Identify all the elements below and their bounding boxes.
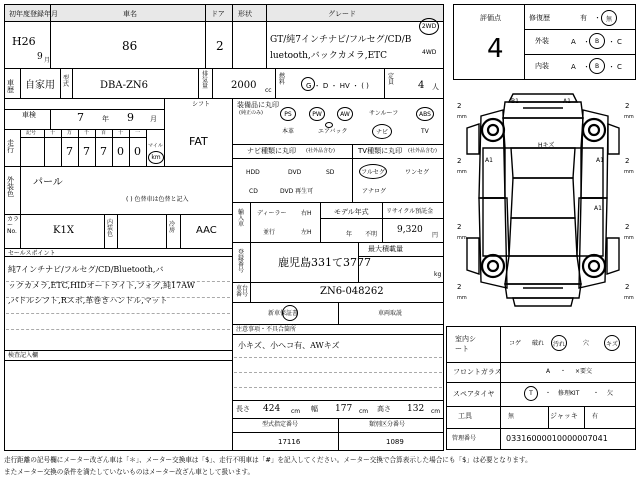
exterior-grade-sep: ・ bbox=[608, 38, 615, 46]
fuel-options: G ・ D ・ HV ・ ( ) bbox=[306, 82, 369, 90]
equip-navi-circle bbox=[372, 124, 392, 139]
spare-sep: ・ bbox=[593, 390, 600, 397]
exterior-grade-b: B bbox=[594, 37, 600, 45]
warranty-doc: 新車保証書 bbox=[268, 310, 299, 317]
notes-label: 注意事項・不具合箇所 bbox=[236, 326, 297, 333]
grade-line1: GT/純7インチナビ/フルセグ/CD/B bbox=[270, 35, 412, 45]
shift-label: シフト bbox=[192, 101, 211, 108]
navi-type-sub: (社外品含む) bbox=[306, 148, 335, 154]
category-number-label: 類別区分番号 bbox=[369, 421, 406, 428]
interior-grade-a: A bbox=[571, 63, 576, 71]
damage-mark: B1 bbox=[511, 98, 519, 105]
seat-scratch-circle bbox=[604, 335, 620, 351]
import-label: 輸入車 bbox=[238, 209, 245, 228]
sales-point-label: セールスポイント bbox=[8, 250, 56, 257]
seat-hole: 穴 bbox=[583, 340, 590, 347]
max-load-kg: kg bbox=[434, 271, 442, 278]
first-reg-value: H26 bbox=[12, 35, 36, 48]
side-mm: mm bbox=[457, 295, 467, 301]
side-mm: mm bbox=[457, 114, 467, 120]
inspector-notes-label: 検査記入欄 bbox=[8, 352, 39, 359]
width-label: 幅 bbox=[311, 405, 318, 413]
damage-mark: A1 bbox=[563, 98, 571, 105]
category-number-value: 1089 bbox=[386, 438, 404, 446]
equip-navi: ナビ bbox=[375, 129, 388, 136]
drive-2wd-circle bbox=[419, 18, 439, 35]
mileage-unit-km: km bbox=[151, 154, 161, 161]
damage-mark: A1 bbox=[594, 205, 602, 212]
repair-no: 無 bbox=[605, 15, 612, 23]
displacement-label: 排気量 bbox=[202, 71, 209, 90]
chassis-value: ZN6-048262 bbox=[320, 286, 384, 297]
score-value: 4 bbox=[487, 34, 504, 64]
sales-point-line: ,パドルシフト,Rスポ,革巻きハンドル,マット bbox=[8, 296, 168, 305]
equip-tv: TV bbox=[421, 128, 429, 135]
type-designation-value: 17116 bbox=[278, 438, 301, 446]
recycle-value: 9,320 bbox=[397, 225, 423, 235]
import-parallel: 並行 bbox=[263, 229, 276, 236]
side-number: 2 bbox=[457, 283, 462, 291]
digit-header-1: 一 bbox=[135, 130, 141, 136]
mileage-label: 走行 bbox=[7, 139, 14, 154]
footer-line2: またメーター交換の条件を満たしていないものはメーター改ざん車として扱います。 bbox=[4, 468, 255, 476]
first-reg-month-suffix: 月 bbox=[44, 57, 51, 64]
exterior-color-note: ( ) 色替車は色替と記入 bbox=[126, 196, 189, 203]
spare-missing: 欠 bbox=[607, 390, 614, 397]
mileage-digit: 0 bbox=[134, 145, 141, 158]
recycle-label: リサイクル預託金 bbox=[386, 208, 434, 215]
car-name-value: 86 bbox=[122, 39, 138, 53]
score-label: 評価点 bbox=[480, 14, 501, 22]
equip-sunroof: サンルーフ bbox=[369, 110, 399, 117]
equip-airbag-mark bbox=[325, 122, 333, 128]
exterior-color-label: 外装色 bbox=[7, 176, 14, 198]
first-reg-label: 初年度登録年月 bbox=[9, 10, 58, 18]
shift-value: FAT bbox=[189, 135, 208, 148]
side-number: 2 bbox=[625, 283, 630, 291]
height-cm: cm bbox=[431, 408, 441, 415]
drive-2wd: 2WD bbox=[421, 23, 437, 30]
spare-sep: ・ bbox=[545, 390, 552, 397]
sales-point-line: ックカメラ,ETC,HIDオートライト,フォグ,純17AW bbox=[8, 281, 195, 290]
body-type-label: 形状 bbox=[238, 10, 252, 18]
model-year-unit: 年 bbox=[346, 231, 353, 238]
equipment-sub: (純正のみ) bbox=[239, 110, 263, 116]
tools-value: 無 bbox=[508, 413, 515, 420]
interior-grade-b: B bbox=[594, 62, 600, 70]
cc-unit: cc bbox=[265, 87, 272, 94]
inspection-label: 車検 bbox=[22, 111, 36, 119]
repair-yes: 有 bbox=[580, 14, 587, 22]
seat-stain-circle bbox=[551, 335, 567, 351]
inspection-month-unit: 月 bbox=[150, 115, 157, 123]
seat-burn: コゲ bbox=[509, 340, 522, 347]
exterior-grade-a: A bbox=[571, 38, 576, 46]
fuel-g-circle bbox=[301, 77, 315, 91]
equip-pw-circle bbox=[309, 107, 325, 121]
grade-label: グレード bbox=[328, 10, 356, 18]
digit-header-10k: 万 bbox=[67, 130, 73, 136]
side-number: 2 bbox=[625, 102, 630, 110]
capacity-value: 4 bbox=[418, 80, 425, 91]
model-value: DBA-ZN6 bbox=[100, 80, 149, 91]
doors-label: ドア bbox=[211, 10, 225, 18]
spare-t-circle bbox=[524, 386, 538, 401]
tv-analog: アナログ bbox=[362, 188, 387, 195]
registration-label: 登録番号 bbox=[238, 249, 245, 274]
exterior-grade-b-circle bbox=[589, 33, 605, 49]
tv-fullseg-circle bbox=[359, 164, 387, 179]
side-mm: mm bbox=[457, 235, 467, 241]
car-diagram-outline bbox=[453, 88, 636, 320]
tv-type-label: TV種類に丸印 bbox=[358, 147, 403, 155]
ac-label: 冷房 bbox=[169, 221, 176, 234]
digit-header-100: 百 bbox=[101, 130, 107, 136]
navi-sd: SD bbox=[326, 169, 335, 176]
type-designation-label: 型式指定番号 bbox=[262, 421, 299, 428]
side-number: 2 bbox=[625, 157, 630, 165]
windshield-sep: ・ bbox=[560, 368, 567, 375]
notes-value: 小キズ、小ヘコ有、AWキズ bbox=[238, 341, 340, 350]
height-value: 132 bbox=[407, 404, 425, 414]
damage-mark: A1 bbox=[485, 157, 493, 164]
mileage-digit: 0 bbox=[117, 145, 124, 158]
equipment-label: 装備品に丸印 bbox=[237, 101, 279, 109]
side-mm: mm bbox=[624, 114, 634, 120]
color-no-value: K1X bbox=[53, 225, 74, 236]
category-label: 車歴 bbox=[7, 79, 14, 94]
inspection-month: 9 bbox=[127, 111, 134, 124]
seat-scratch: キズ bbox=[606, 340, 618, 348]
side-mm: mm bbox=[624, 235, 634, 241]
warranty-doc-circle bbox=[282, 305, 298, 321]
car-diagram bbox=[453, 88, 636, 320]
interior-grade-c: C bbox=[617, 63, 622, 71]
max-load-label: 最大積載量 bbox=[368, 245, 403, 253]
windshield-label: フロントガラス bbox=[453, 368, 502, 376]
drive-4wd: 4WD bbox=[422, 49, 437, 56]
navi-hdd: HDD bbox=[246, 169, 260, 176]
repair-no-circle bbox=[601, 10, 617, 26]
interior-seat-label: 室内シート bbox=[455, 335, 476, 353]
management-label: 管理番号 bbox=[452, 435, 477, 442]
repair-label: 修復歴 bbox=[529, 14, 550, 22]
import-left: 左H bbox=[301, 229, 312, 236]
length-value: 424 bbox=[263, 404, 281, 414]
equip-ps-circle bbox=[280, 107, 296, 121]
damage-mark: Hキズ bbox=[538, 142, 555, 149]
side-number: 2 bbox=[625, 223, 630, 231]
ac-value: AAC bbox=[196, 225, 217, 236]
color-no-label: カラーNo. bbox=[7, 216, 20, 235]
model-year-label: モデル年式 bbox=[334, 208, 369, 216]
exterior-color-value: パール bbox=[33, 177, 63, 188]
interior-grade-sep: ・ bbox=[583, 63, 590, 71]
sales-point-line: 純7インチナビ/フルセグ/CD/Bluetooth,バ bbox=[8, 265, 164, 274]
exterior-grade-label: 外装 bbox=[535, 37, 549, 45]
equip-aw: AW bbox=[340, 110, 350, 118]
digit-header-1k: 千 bbox=[84, 130, 90, 136]
interior-color-label: 内装色 bbox=[107, 219, 114, 238]
interior-grade-sep: ・ bbox=[608, 63, 615, 71]
spare-repair-kit: 修理KIT bbox=[558, 390, 580, 397]
side-mm: mm bbox=[457, 169, 467, 175]
spare-tire-label: スペアタイヤ bbox=[453, 390, 495, 398]
equip-aw-circle bbox=[337, 107, 353, 121]
import-right: 右H bbox=[301, 210, 312, 217]
chassis-label: 車台番号 bbox=[236, 285, 249, 298]
navi-dvd: DVD bbox=[288, 169, 302, 176]
tv-type-sub: (社外品含む) bbox=[408, 148, 437, 154]
management-value: 03316000010000007041 bbox=[506, 434, 608, 443]
mileage-km-circle bbox=[148, 151, 164, 164]
repair-sep: ・ bbox=[594, 14, 601, 22]
jack-value: 有 bbox=[592, 413, 599, 420]
fuel-label: 燃料 bbox=[279, 73, 286, 86]
navi-type-label: ナビ種類に丸印 bbox=[247, 147, 296, 155]
doors-value: 2 bbox=[216, 39, 224, 53]
length-cm: cm bbox=[291, 408, 301, 415]
grade-line2: luetooth,バックカメラ,ETC bbox=[270, 51, 388, 61]
manual-doc: 車両取説 bbox=[378, 310, 403, 317]
interior-grade-b-circle bbox=[589, 58, 605, 74]
equip-leather: 本革 bbox=[282, 128, 295, 135]
navi-dvd-playback: DVD 再生可 bbox=[280, 188, 314, 195]
side-number: 2 bbox=[457, 102, 462, 110]
width-value: 177 bbox=[335, 404, 353, 414]
width-cm: cm bbox=[359, 408, 369, 415]
digit-header-10: 十 bbox=[118, 130, 124, 136]
digit-header-100k: 十 bbox=[50, 130, 56, 136]
mileage-unit-mile: マイル bbox=[148, 143, 163, 149]
mileage-digit: 7 bbox=[83, 145, 90, 158]
exterior-grade-sep: ・ bbox=[583, 38, 590, 46]
registration-value: 鹿児島331て3777 bbox=[278, 256, 371, 269]
equip-airbag: エアバック bbox=[318, 128, 348, 135]
tv-oneseg: ワンセグ bbox=[405, 169, 430, 176]
mileage-digit: 7 bbox=[66, 145, 73, 158]
footer-line1: 走行距離の記号欄にメーター改ざん車は「＊」、メーター交換車は「$」、走行不明車は「#」を記入してください。メーター交換で合算表示した場合にも「$」は必要となります。 bbox=[4, 456, 532, 464]
displacement-value: 2000 bbox=[231, 80, 257, 91]
recycle-yen: 円 bbox=[432, 232, 439, 239]
seat-tear: 破れ bbox=[532, 340, 545, 347]
side-number: 2 bbox=[457, 223, 462, 231]
interior-grade-label: 内装 bbox=[535, 62, 549, 70]
mileage-digit: 7 bbox=[100, 145, 107, 158]
capacity-unit: 人 bbox=[432, 83, 439, 91]
length-label: 長さ bbox=[236, 405, 250, 413]
exterior-grade-c: C bbox=[617, 38, 622, 46]
digit-header-sign: 記号 bbox=[26, 130, 37, 136]
capacity-label: 定員 bbox=[388, 73, 395, 86]
equip-abs: ABS bbox=[419, 110, 431, 118]
import-dealer: ディーラー bbox=[257, 210, 287, 217]
spare-t: T bbox=[529, 390, 533, 397]
car-name-label: 車名 bbox=[123, 10, 137, 18]
navi-cd: CD bbox=[249, 188, 258, 195]
equip-ps: PS bbox=[284, 110, 292, 118]
model-year-unknown: 不明 bbox=[365, 231, 378, 238]
windshield-a: A bbox=[546, 368, 551, 375]
damage-mark: A1 bbox=[596, 157, 604, 164]
side-mm: mm bbox=[624, 169, 634, 175]
side-number: 2 bbox=[457, 157, 462, 165]
inspection-year-unit: 年 bbox=[102, 115, 109, 123]
equip-pw: PW bbox=[312, 110, 322, 118]
inspection-year: 7 bbox=[77, 111, 84, 124]
category-value: 自家用 bbox=[25, 80, 55, 91]
model-label: 型式 bbox=[63, 75, 70, 88]
first-reg-month-value: 9 bbox=[37, 52, 43, 62]
equip-abs-circle bbox=[416, 107, 434, 121]
height-label: 高さ bbox=[377, 405, 391, 413]
tools-label: 工具 bbox=[458, 412, 472, 420]
side-mm: mm bbox=[624, 295, 634, 301]
tv-fullseg: フルセグ bbox=[361, 169, 385, 176]
seat-stain: 汚れ bbox=[552, 340, 565, 348]
windshield-replace: ×要交 bbox=[575, 368, 593, 375]
jack-label: ジャッキ bbox=[550, 412, 578, 420]
